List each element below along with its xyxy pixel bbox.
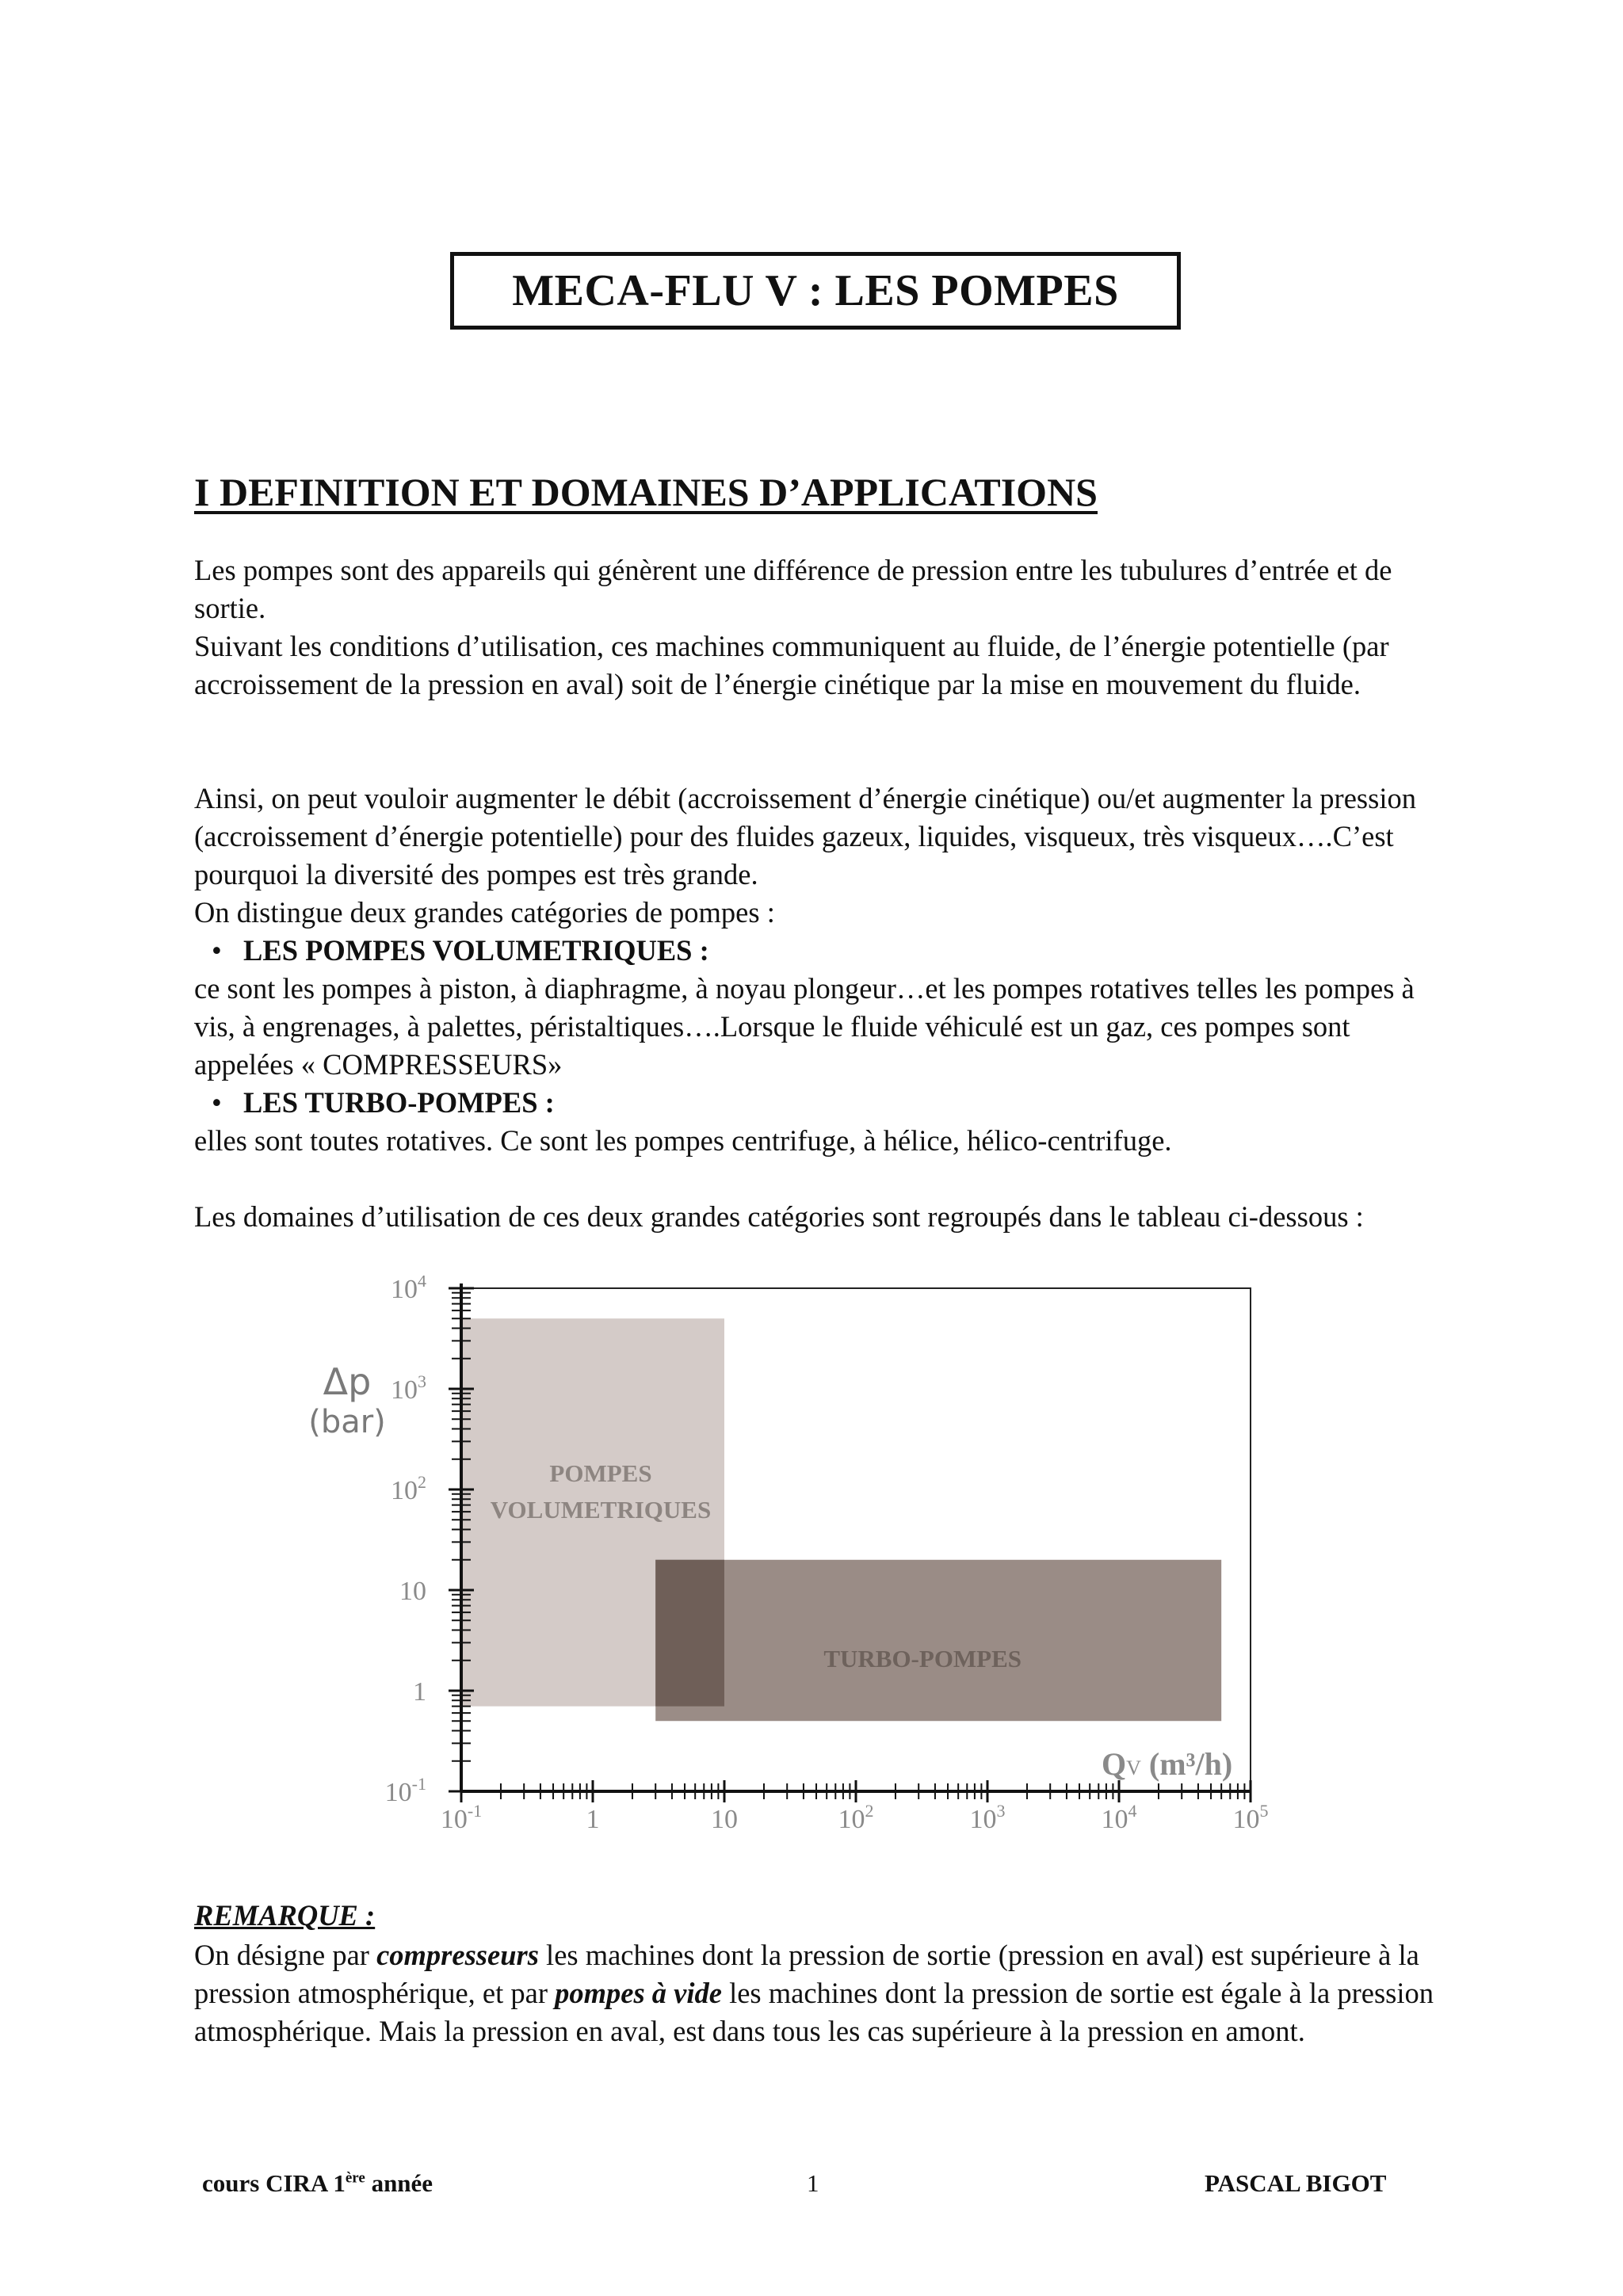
y-axis-unit: (bar) bbox=[308, 1404, 386, 1440]
x-tick-base: 10 bbox=[838, 1805, 865, 1834]
remark-term-compressors: compresseurs bbox=[376, 1939, 539, 1971]
y-tick-exp: 4 bbox=[418, 1276, 426, 1291]
x-tick-label bbox=[1102, 1801, 1137, 1834]
remark-paragraph bbox=[194, 1936, 1446, 2050]
y-tick-base: 10 bbox=[391, 1276, 418, 1304]
x-tick-label bbox=[711, 1805, 738, 1834]
x-tick-label bbox=[441, 1801, 482, 1834]
bullet-icon: • bbox=[212, 934, 222, 967]
bullet-turbo-label: LES TURBO-POMPES : bbox=[243, 1086, 555, 1119]
intro-block-3 bbox=[194, 1198, 1446, 1236]
bullet-turbo bbox=[194, 1084, 1446, 1122]
x-tick-label bbox=[586, 1805, 600, 1834]
x-tick-base: 10 bbox=[969, 1805, 997, 1834]
intro-paragraph-2: Suivant les conditions d’utilisation, ces machines communiquent au fluide, de l’énergie potentielle (par accroissement de la pression en aval) soit de l’énergie cinétique par la mise en mouvement du fluide. bbox=[194, 630, 1389, 700]
bullet-volumetric bbox=[194, 932, 1446, 970]
region-label: POMPES bbox=[549, 1459, 652, 1487]
section-heading: I DEFINITION ET DOMAINES D’APPLICATIONS bbox=[194, 470, 1098, 514]
bullet-volumetric-label: LES POMPES VOLUMETRIQUES : bbox=[243, 934, 709, 967]
remark-text-3: les machines dont la pression de sortie est égale à la pression atmosphérique. Mais la pression en aval, est dans tous les cas supérieure à la pression en amont. bbox=[194, 1977, 1434, 2047]
intro-paragraph-1: Les pompes sont des appareils qui génèrent une différence de pression entre les tubulures d’entrée et de sortie. bbox=[194, 554, 1392, 624]
y-tick-label bbox=[391, 1371, 426, 1405]
region-turbo bbox=[655, 1560, 1221, 1721]
intro-paragraph-4: On distingue deux grandes catégories de pompes : bbox=[194, 896, 775, 929]
x-axis-title bbox=[1102, 1746, 1232, 1782]
bullet-icon: • bbox=[212, 1086, 222, 1119]
footer-course bbox=[202, 2169, 433, 2198]
footer-course-text: cours CIRA 1 bbox=[202, 2169, 346, 2197]
region-label: VOLUMETRIQUES bbox=[490, 1496, 712, 1524]
region-overlap bbox=[655, 1560, 724, 1707]
region-label: TURBO-POMPES bbox=[823, 1644, 1022, 1672]
x-tick-exp: 4 bbox=[1128, 1801, 1137, 1821]
x-tick-base: 10 bbox=[711, 1805, 738, 1834]
x-tick-exp: 3 bbox=[996, 1801, 1006, 1821]
footer-page-number: 1 bbox=[807, 2169, 819, 2197]
y-tick-exp: 2 bbox=[418, 1472, 426, 1492]
footer-author: PASCAL BIGOT bbox=[1205, 2169, 1387, 2197]
remark-text-1: On désigne par bbox=[194, 1939, 377, 1971]
y-tick-base: 1 bbox=[413, 1677, 426, 1707]
y-tick-label bbox=[399, 1577, 426, 1606]
bullet-volumetric-text: ce sont les pompes à piston, à diaphragme, à noyau plongeur…et les pompes rotatives telles les pompes à vis, à engrenages, à palettes, péristaltiques….Lorsque le fluide véhiculé est un gaz, ces pompes sont appelées « COMPRESSEURS» bbox=[194, 972, 1415, 1081]
x-axis-unit: (m³/h) bbox=[1140, 1746, 1233, 1782]
y-tick-base: 10 bbox=[391, 1375, 418, 1405]
y-tick-base: 10 bbox=[399, 1577, 426, 1606]
x-axis-sub: V bbox=[1126, 1756, 1141, 1779]
y-tick-exp: -1 bbox=[411, 1774, 426, 1794]
remark-text-2: les machines dont la pression de sortie (pression en aval) est supérieure à la pression atmosphérique, et par bbox=[194, 1939, 1419, 2009]
x-tick-base: 10 bbox=[440, 1805, 468, 1834]
y-tick-base: 10 bbox=[384, 1778, 412, 1807]
y-axis-title: Δp bbox=[323, 1360, 372, 1403]
y-tick-base: 10 bbox=[391, 1476, 418, 1505]
x-axis-q: Q bbox=[1102, 1746, 1127, 1782]
pump-domain-chart bbox=[285, 1276, 1308, 1862]
x-tick-exp: -1 bbox=[467, 1801, 483, 1821]
remark-term-vacuum-pumps: pompes à vide bbox=[555, 1977, 722, 2009]
y-tick-label bbox=[391, 1276, 426, 1304]
intro-block-2 bbox=[194, 780, 1446, 1160]
x-tick-exp: 5 bbox=[1259, 1801, 1269, 1821]
y-tick-label bbox=[391, 1472, 426, 1505]
y-tick-label bbox=[413, 1677, 426, 1707]
x-tick-label bbox=[1233, 1801, 1269, 1834]
y-tick-label bbox=[385, 1774, 426, 1807]
remark-heading: REMARQUE : bbox=[194, 1899, 376, 1932]
x-tick-exp: 2 bbox=[865, 1801, 874, 1821]
remark-text bbox=[194, 1936, 1446, 2050]
x-tick-base: 10 bbox=[1101, 1805, 1128, 1834]
bullet-turbo-text: elles sont toutes rotatives. Ce sont les pompes centrifuge, à hélice, hélico-centrifuge. bbox=[194, 1124, 1172, 1157]
x-tick-base: 10 bbox=[1232, 1805, 1260, 1834]
x-tick-label bbox=[838, 1801, 874, 1834]
page-title: MECA-FLU V : LES POMPES bbox=[450, 252, 1181, 330]
footer-course-suffix: année bbox=[365, 2169, 433, 2197]
chart-svg bbox=[285, 1276, 1308, 1862]
x-tick-base: 1 bbox=[586, 1805, 600, 1834]
intro-paragraph-3: Ainsi, on peut vouloir augmenter le débit (accroissement d’énergie cinétique) ou/et augmenter la pression (accroissement d’énergie potentielle) pour des fluides gazeux, liquides, visqueux, très visqueux….C’est pourquoi la diversité des pompes est très grande. bbox=[194, 782, 1416, 891]
x-tick-label bbox=[970, 1801, 1006, 1834]
footer-course-sup: ère bbox=[345, 2169, 365, 2187]
intro-paragraph-5: Les domaines d’utilisation de ces deux grandes catégories sont regroupés dans le tableau ci-dessous : bbox=[194, 1200, 1364, 1233]
intro-block-1 bbox=[194, 551, 1446, 704]
y-tick-exp: 3 bbox=[418, 1371, 426, 1391]
